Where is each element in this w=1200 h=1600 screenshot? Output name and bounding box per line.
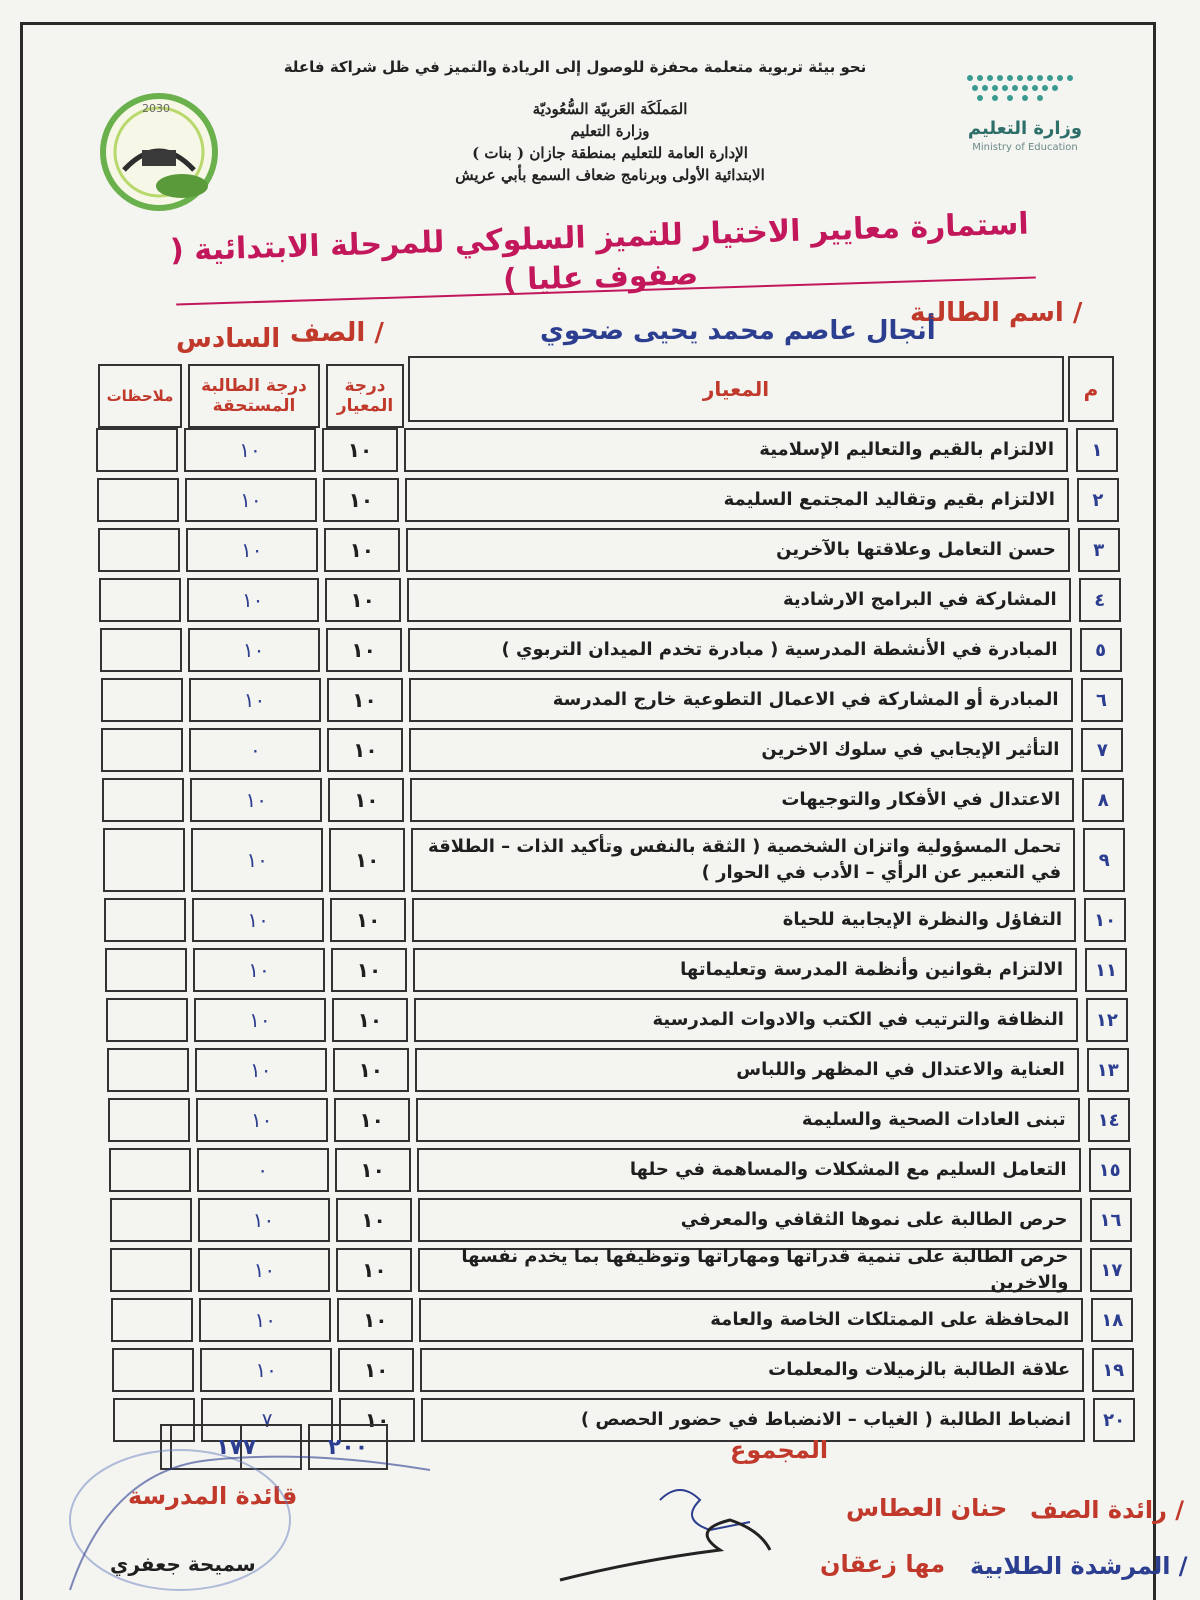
row-student-score: ٠	[189, 728, 321, 772]
ministry-line: وزارة التعليم	[570, 122, 650, 140]
row-student-score: ١٠	[199, 1298, 331, 1342]
row-number: ١	[1076, 428, 1118, 472]
row-student-score: ١٠	[196, 1098, 328, 1142]
row-criterion: المبادرة أو المشاركة في الاعمال التطوعية خارج المدرسة	[409, 678, 1073, 722]
table-row	[106, 998, 1136, 1042]
row-max-score: ١٠	[333, 1048, 409, 1092]
motto-line: نحو بيئة تربوية متعلمة محفزة للوصول إلى الريادة والتميز في ظل شراكة فاعلة	[283, 58, 867, 76]
row-student-score: ١٠	[187, 578, 319, 622]
row-number: ٤	[1079, 578, 1121, 622]
row-number: ٥	[1080, 628, 1122, 672]
row-criterion: التعامل السليم مع المشكلات والمساهمة في حلها	[417, 1148, 1081, 1192]
ministry-logo	[950, 58, 1110, 158]
row-max-score: ١٠	[329, 828, 405, 892]
row-student-score: ١٠	[193, 948, 325, 992]
ministry-logo-english: Ministry of Education	[972, 142, 1078, 153]
row-notes	[97, 478, 179, 522]
row-criterion: العناية والاعتدال في المظهر واللباس	[415, 1048, 1079, 1092]
row-student-score: ١٠	[200, 1348, 332, 1392]
table-row	[110, 1248, 1140, 1292]
row-criterion: التأثير الإيجابي في سلوك الاخرين	[409, 728, 1073, 772]
table-row	[111, 1298, 1141, 1342]
kingdom-line: المَملَكَة العَربيّة السُّعُوديّة	[532, 100, 688, 118]
row-number: ١٤	[1088, 1098, 1130, 1142]
row-notes	[105, 948, 187, 992]
row-notes	[111, 1298, 193, 1342]
row-notes	[100, 628, 182, 672]
row-max-score: ١٠	[327, 678, 403, 722]
row-student-score: ١٠	[192, 898, 324, 942]
counselor-name: مها زعقان	[820, 1550, 946, 1578]
row-number: ١٥	[1089, 1148, 1131, 1192]
row-max-score: ١٠	[337, 1298, 413, 1342]
student-name-value: أنجال عاصم محمد يحيى ضحوي	[540, 316, 936, 346]
header-notes: ملاحظات	[98, 364, 182, 428]
row-max-score: ١٠	[330, 898, 406, 942]
row-notes	[99, 578, 181, 622]
row-criterion: علاقة الطالبة بالزميلات والمعلمات	[420, 1348, 1084, 1392]
table-row	[102, 778, 1132, 822]
table-row	[101, 728, 1131, 772]
table-row	[98, 528, 1128, 572]
table-row	[96, 428, 1126, 472]
principal-name: سميحة جعفري	[110, 1552, 256, 1576]
row-student-score: ١٠	[190, 778, 322, 822]
row-max-score: ١٠	[336, 1248, 412, 1292]
row-notes	[110, 1248, 192, 1292]
row-notes	[101, 728, 183, 772]
row-number: ١٨	[1091, 1298, 1133, 1342]
row-notes	[102, 778, 184, 822]
row-notes	[98, 528, 180, 572]
school-logo-year: 2030	[142, 102, 170, 115]
row-number: ١٧	[1090, 1248, 1132, 1292]
row-max-score: ١٠	[334, 1098, 410, 1142]
row-max-score: ١٠	[322, 428, 398, 472]
row-number: ٨	[1082, 778, 1124, 822]
row-student-score: ١٠	[184, 428, 316, 472]
row-student-score: ١٠	[189, 678, 321, 722]
row-notes	[106, 998, 188, 1042]
row-student-score: ١٠	[185, 478, 317, 522]
row-student-score: ١٠	[198, 1248, 330, 1292]
row-max-score: ١٠	[331, 948, 407, 992]
row-student-score: ١٠	[194, 998, 326, 1042]
table-row	[97, 478, 1127, 522]
row-number: ٢	[1077, 478, 1119, 522]
row-notes	[108, 1098, 190, 1142]
row-criterion: المبادرة في الأنشطة المدرسية ( مبادرة تخدم الميدان التربوي )	[408, 628, 1072, 672]
table-row	[100, 628, 1130, 672]
counselor-label: المرشدة الطلابية /	[970, 1552, 1188, 1580]
row-max-score: ١٠	[332, 998, 408, 1042]
row-criterion: الالتزام بقوانين وأنظمة المدرسة وتعليماتها	[413, 948, 1077, 992]
row-criterion: الاعتدال في الأفكار والتوجيهات	[410, 778, 1074, 822]
table-row	[101, 678, 1131, 722]
row-criterion: انضباط الطالبة ( الغياب – الانضباط في حضور الحصص )	[421, 1398, 1085, 1442]
class-label: الصف /	[290, 318, 384, 348]
row-criterion: الالتزام بالقيم والتعاليم الإسلامية	[404, 428, 1068, 472]
row-criterion: النظافة والترتيب في الكتب والادوات المدرسية	[414, 998, 1078, 1042]
row-number: ١٩	[1092, 1348, 1134, 1392]
row-notes	[96, 428, 178, 472]
table-row	[112, 1348, 1142, 1392]
row-number: ١١	[1085, 948, 1127, 992]
row-criterion: المشاركة في البرامج الارشادية	[407, 578, 1071, 622]
directorate-line: الإدارة العامة للتعليم بمنطقة جازان ( بنات )	[472, 144, 748, 162]
row-number: ١٠	[1084, 898, 1126, 942]
school-logo	[84, 92, 234, 212]
row-student-score: ٧	[201, 1398, 333, 1442]
row-number: ٩	[1083, 828, 1125, 892]
row-number: ٢٠	[1093, 1398, 1135, 1442]
table-row	[108, 1098, 1138, 1142]
class-value: السادس	[176, 324, 281, 354]
row-number: ٦	[1081, 678, 1123, 722]
row-criterion: الالتزام بقيم وتقاليد المجتمع السليمة	[405, 478, 1069, 522]
table-row	[104, 898, 1134, 942]
row-criterion: حسن التعامل وعلاقتها بالآخرين	[406, 528, 1070, 572]
total-max-value: ٢٠٠	[327, 1434, 369, 1460]
ministry-logo-arabic: وزارة التعليم	[967, 118, 1083, 139]
row-student-score: ٠	[197, 1148, 329, 1192]
table-row	[107, 1048, 1137, 1092]
row-max-score: ١٠	[328, 778, 404, 822]
row-number: ١٣	[1087, 1048, 1129, 1092]
school-line: الابتدائية الأولى وبرنامج ضعاف السمع بأبي عريش	[455, 166, 765, 184]
row-max-score: ١٠	[336, 1198, 412, 1242]
signature-scribbles	[0, 1440, 1200, 1600]
table-row	[110, 1198, 1140, 1242]
row-max-score: ١٠	[325, 578, 401, 622]
row-criterion: المحافظة على الممتلكات الخاصة والعامة	[419, 1298, 1083, 1342]
header-num: م	[1068, 356, 1114, 422]
principal-label: قائدة المدرسة	[128, 1482, 298, 1510]
header-block	[360, 98, 860, 186]
row-max-score: ١٠	[335, 1148, 411, 1192]
row-criterion: حرص الطالبة على نموها الثقافي والمعرفي	[418, 1198, 1082, 1242]
table-row	[109, 1148, 1139, 1192]
row-max-score: ١٠	[324, 528, 400, 572]
row-notes	[109, 1148, 191, 1192]
row-student-score: ١٠	[188, 628, 320, 672]
row-notes	[104, 898, 186, 942]
row-number: ٧	[1081, 728, 1123, 772]
class-leader-label: رائدة الصف /	[1030, 1496, 1185, 1524]
table-row	[105, 948, 1135, 992]
row-student-score: ١٠	[186, 528, 318, 572]
row-criterion: تبنى العادات الصحية والسليمة	[416, 1098, 1080, 1142]
class-leader-name: حنان العطاس	[846, 1494, 1008, 1522]
row-criterion: تحمل المسؤولية واتزان الشخصية ( الثقة بالنفس وتأكيد الذات – الطلاقة في التعبير عن الرأي – الأدب في الحوار )	[411, 828, 1075, 892]
form-title: استمارة معايير الاختيار للتميز السلوكي للمرحلة الابتدائية ( صفوف عليا )	[169, 206, 1030, 299]
row-criterion: حرص الطالبة على تنمية قدراتها ومهاراتها وتوظيفها بما يخدم نفسها والاخرين	[418, 1248, 1082, 1292]
row-notes	[103, 828, 185, 892]
row-max-score: ١٠	[327, 728, 403, 772]
row-notes	[101, 678, 183, 722]
ministry-dots-icon	[950, 58, 1110, 118]
row-max-score: ١٠	[326, 628, 402, 672]
row-max-score: ١٠	[339, 1398, 415, 1442]
table-row	[103, 828, 1133, 892]
header-max: درجة المعيار	[326, 364, 404, 428]
row-number: ٣	[1078, 528, 1120, 572]
row-number: ١٢	[1086, 998, 1128, 1042]
row-student-score: ١٠	[195, 1048, 327, 1092]
row-notes	[107, 1048, 189, 1092]
header-score: درجة الطالبة المستحقة	[188, 364, 320, 428]
row-criterion: التفاؤل والنظرة الإيجابية للحياة	[412, 898, 1076, 942]
row-notes	[112, 1348, 194, 1392]
row-max-score: ١٠	[323, 478, 399, 522]
row-number: ١٦	[1090, 1198, 1132, 1242]
row-student-score: ١٠	[191, 828, 323, 892]
table-row	[99, 578, 1129, 622]
total-score-value: ١٧٧	[215, 1434, 257, 1460]
row-notes	[110, 1198, 192, 1242]
total-label: المجموع	[730, 1436, 829, 1464]
student-name-label: اسم الطالبة /	[910, 298, 1083, 328]
row-student-score: ١٠	[198, 1198, 330, 1242]
row-max-score: ١٠	[338, 1348, 414, 1392]
header-criterion: المعيار	[408, 356, 1064, 422]
